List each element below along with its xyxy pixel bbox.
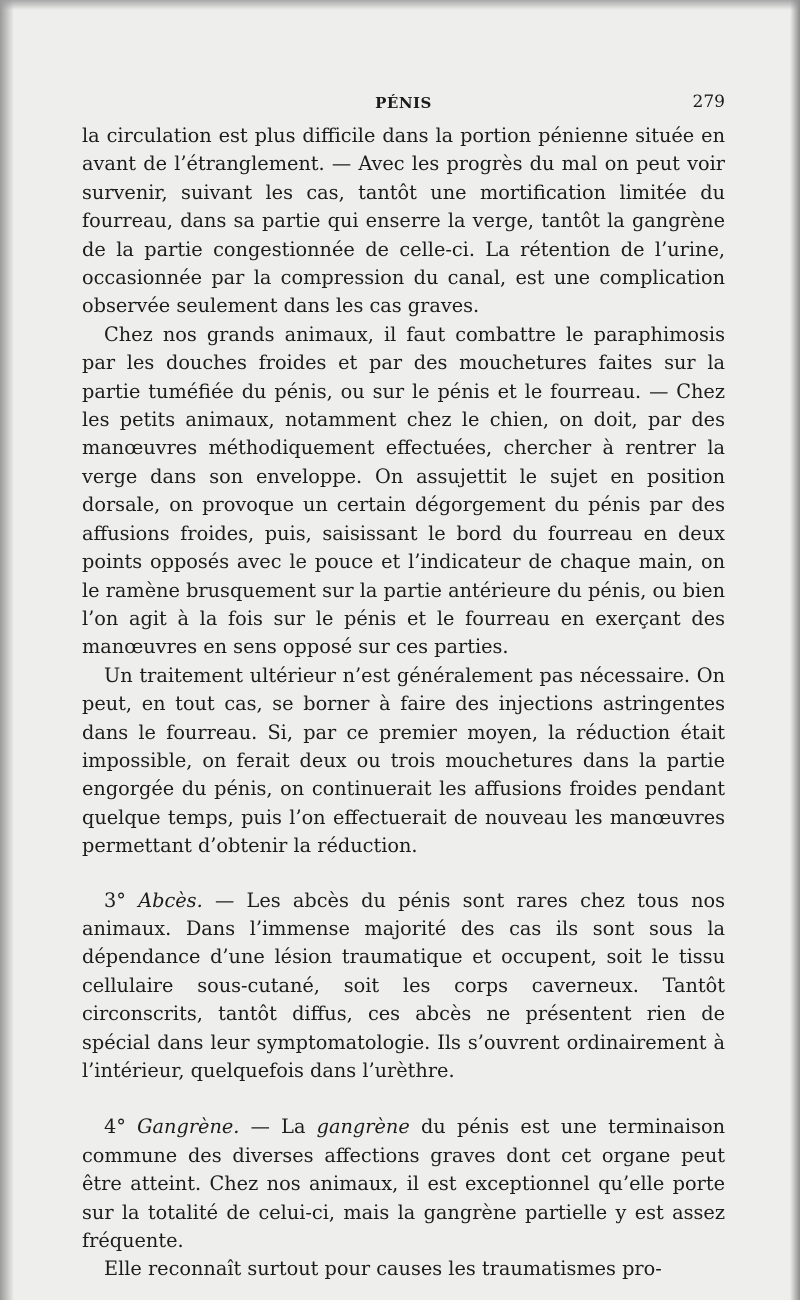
body-text xyxy=(82,122,725,1284)
running-title: PÉNIS xyxy=(375,94,432,112)
section-abces xyxy=(82,887,725,1086)
paragraph-text: — Les abcès du pénis sont rares chez tous nos animaux. Dans l’immense majorité des cas ils sont sous la dépendance d’une lésion traumatique et occupent, soit le tissu cellulaire sous-cutané, soit les corps caverneux. Tantôt circonscrits, tantôt diffus, ces abcès ne présentent rien de spécial dans leur symptomatologie. Ils s’ouvrent ordinairement à l’intérieur, quelquefois dans l’urèthre. xyxy=(82,888,725,1082)
paragraph-text: Elle reconnaît surtout pour causes les traumatismes pro- xyxy=(104,1257,662,1281)
paragraph-text: Un traitement ultérieur n’est généralement pas nécessaire. On peut, en tout cas, se borner à faire des injections astringentes dans le fourreau. Si, par ce premier moyen, la réduction était impossible, on ferait deux ou trois mouchetures dans la partie engorgée du pénis, on continuerait les affusions froides pendant quelque temps, puis l’on effectuerait de nouveau les manœuvres permettant d’obtenir la réduction. xyxy=(82,663,725,858)
paragraph-text: — La xyxy=(239,1115,317,1139)
section-number: 3° xyxy=(104,888,126,912)
page-edge-shadow-left xyxy=(0,0,14,1300)
section-number: 4° xyxy=(104,1115,126,1139)
paragraph-text: la circulation est plus difficile dans la portion pénienne située en avant de l’étranglement. — Avec les progrès du mal on peut voir survenir, suivant les cas, tantôt une mortification limitée du fourreau, dans sa partie qui enserre la verge, tantôt la gangrène de la partie congestionnée de celle-ci. La rétention de l’urine, occasionnée par la compression du canal, est une complication observée seulement dans les cas graves. xyxy=(82,124,725,318)
page-edge-shadow-top xyxy=(0,0,800,10)
page-edge-shadow-right xyxy=(790,0,800,1300)
running-header xyxy=(82,90,725,116)
paragraph-treatment xyxy=(82,321,725,662)
paragraph-causes xyxy=(82,1255,725,1283)
page-number: 279 xyxy=(692,92,725,112)
emphasis-term: gangrène xyxy=(316,1115,410,1139)
section-heading: Gangrène. xyxy=(137,1115,240,1139)
paragraph-followup xyxy=(82,662,725,861)
section-gangrene xyxy=(82,1113,725,1255)
section-heading: Abcès. xyxy=(138,888,203,912)
paragraph-continuation xyxy=(82,122,725,321)
paragraph-text: Chez nos grands animaux, il faut combattre le paraphimosis par les douches froides et par des mouchetures faites sur la partie tuméfiée du pénis, ou sur le pénis et le fourreau. — Chez les petits animaux, notamment chez le chien, on doit, par des manœuvres méthodiquement effectuées, chercher à rentrer la verge dans son enveloppe. On assujettit le sujet en position dorsale, on provoque un certain dégorgement du pénis par des affusions froides, puis, saisissant le bord du fourreau en deux points opposés avec le pouce et l’indicateur de chaque main, on le ramène brusquement sur la partie antérieure du pénis, ou bien l’on agit à la fois sur le pénis et le fourreau en exerçant des manœuvres en sens opposé sur ces parties. xyxy=(82,322,725,659)
paragraph-text: du pénis est une terminaison commune des diverses affections graves dont cet organe peut être atteint. Chez nos animaux, il est exceptionnel qu’elle porte sur la totalité de celui-ci, mais la gangrène partielle y est assez fréquente. xyxy=(82,1115,725,1253)
